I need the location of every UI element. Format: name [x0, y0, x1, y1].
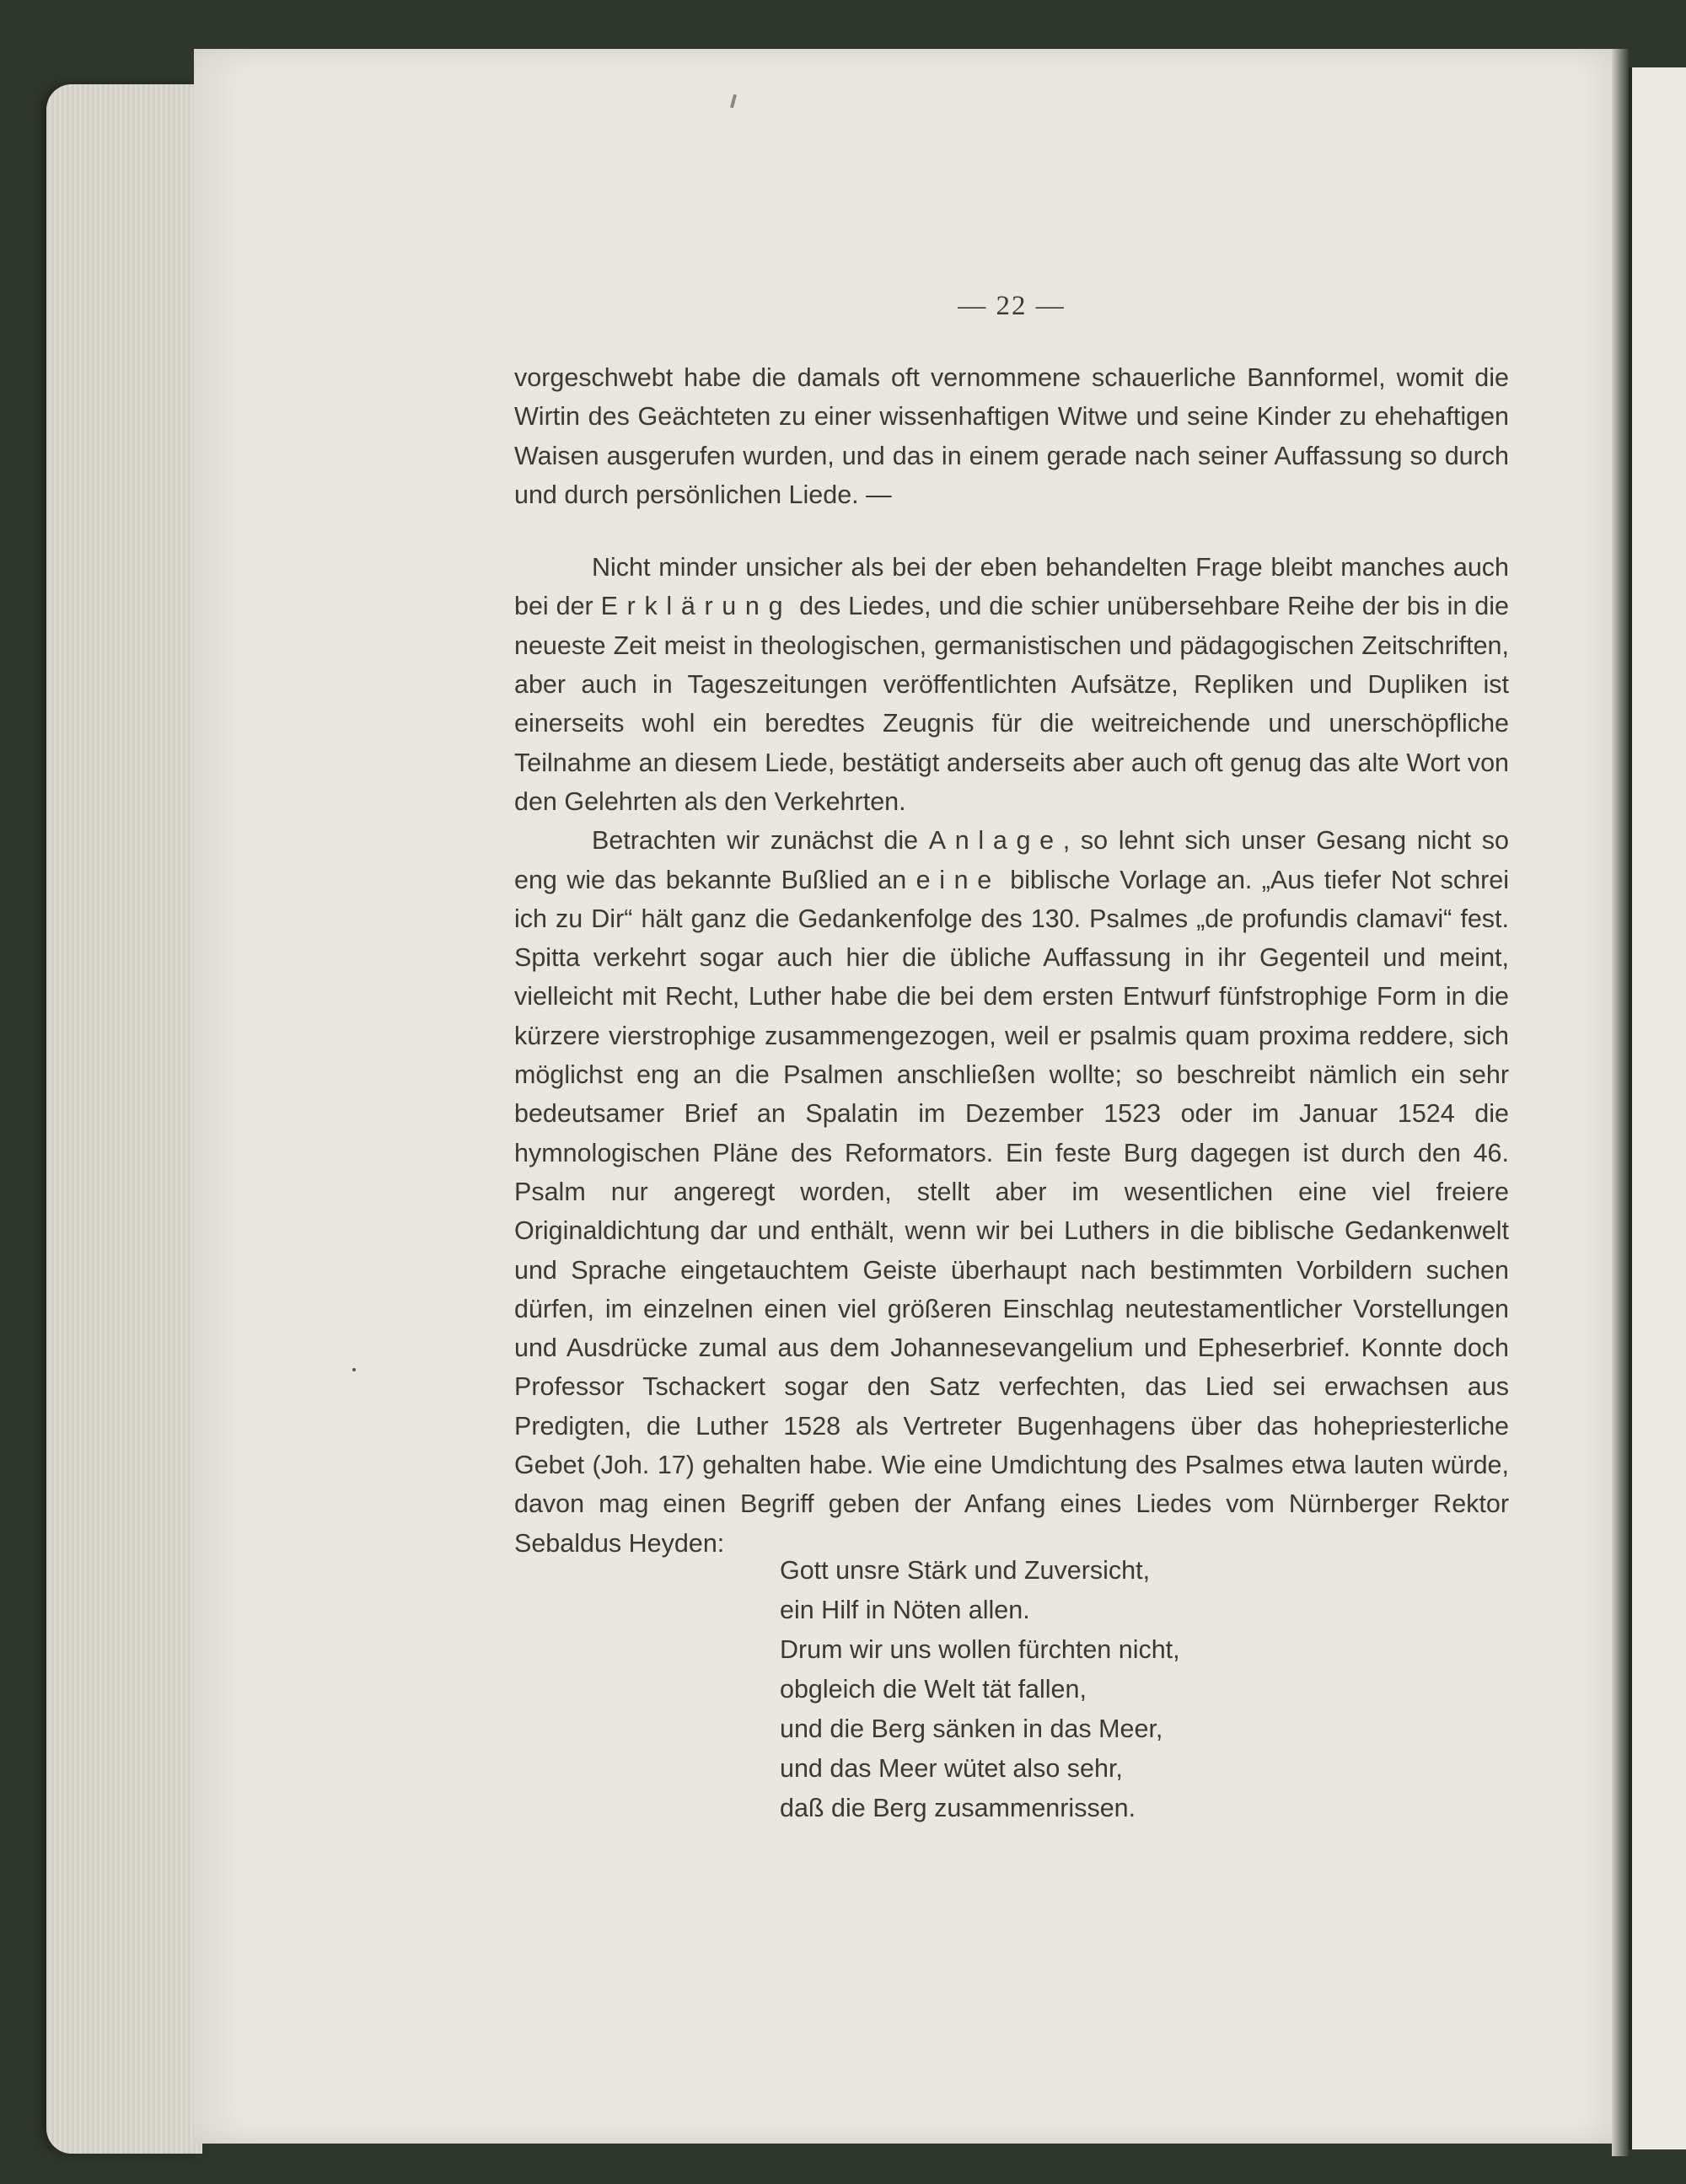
- paragraph-3-before: Betrachten wir zunächst die: [592, 826, 929, 856]
- body-text: [514, 358, 1509, 1563]
- poem-line: und die Berg sänken in das Meer,: [780, 1714, 1163, 1743]
- paragraph-2-before: Nicht minder unsicher als bei der eben behandelten Frage bleibt manches auch bei der: [514, 553, 1509, 621]
- poem-line: Drum wir uns wollen fürchten nicht,: [780, 1635, 1180, 1664]
- book-gutter: [1612, 49, 1629, 2156]
- poem-line: obgleich die Welt tät fallen,: [780, 1675, 1087, 1704]
- paragraph-1: vorgeschwebt habe die damals oft vernommene schauerliche Bannformel, womit die Wirtin des Geächteten zu einer wissenhaftigen Witwe und seine Kinder zu ehehaftigen Waisen ausgerufen wurden, und das in einem gerade nach seiner Auffassung so durch und durch persönlichen Liede. —: [514, 363, 1509, 509]
- paragraph-2: [514, 548, 1509, 821]
- poem-line: ein Hilf in Nöten allen.: [780, 1596, 1030, 1624]
- paragraph-3-middle: , so lehnt sich unser Gesang nicht so eng wie das bekannte Bußlied an: [514, 826, 1509, 894]
- page-number: — 22 —: [958, 291, 1066, 321]
- poem-line: daß die Berg zusammenrissen.: [780, 1794, 1136, 1822]
- page-edges: [46, 84, 202, 2154]
- quoted-poem: [780, 1551, 1370, 1828]
- emphasis-eine: eine: [915, 865, 1001, 894]
- page-speck: [352, 1368, 356, 1371]
- emphasis-anlage: Anlage: [928, 826, 1063, 856]
- facing-page: [1627, 67, 1686, 2149]
- paragraph-3: [514, 821, 1509, 1563]
- paragraph-3-after: biblische Vorlage an. „Aus tiefer Not schrei ich zu Dir“ hält ganz die Gedankenfolge des 130. Psalmes „de profundis clamavi“ fest. Spitta verkehrt sogar auch hier die übliche Auffassung in ihr Gegenteil und meint, vielleicht mit Recht, Luther habe die bei dem ersten Entwurf fünfstrophige Form in die kürzere vierstrophige zusammengezogen, weil er psalmis quam proxima reddere, sich möglichst eng an die Psalmen anschließen wollte; so beschreibt nämlich ein sehr bedeutsamer Brief an Spalatin im Dezember 1523 oder im Januar 1524 die hymnologischen Pläne des Reformators. Ein feste Burg dagegen ist durch den 46. Psalm nur angeregt worden, stellt aber im wesentlichen eine viel freiere Originaldichtung dar und enthält, wenn wir bei Luthers in die biblische Gedankenwelt und Sprache eingetauchtem Geiste überhaupt nach bestimmten Vorbildern suchen dürfen, im einzelnen einen viel größeren Einschlag neutestamentlicher Vorstellungen und Ausdrücke zumal aus dem Johannesevangelium und Epheserbrief. Konnte doch Professor Tschackert sogar den Satz verfechten, das Lied sei erwachsen aus Predigten, die Luther 1528 als Vertreter Bugenhagens über das hohepriesterliche Gebet (Joh. 17) gehalten habe. Wie eine Umdichtung des Psalmes etwa lauten würde, davon mag einen Begriff geben der Anfang eines Liedes vom Nürnberger Rektor Sebaldus Heyden:: [514, 865, 1509, 1558]
- poem-line: und das Meer wütet also sehr,: [780, 1754, 1123, 1783]
- emphasis-erklaerung: Erklärung: [600, 592, 792, 621]
- paragraph-gap: [514, 514, 1509, 548]
- poem-line: Gott unsre Stärk und Zuversicht,: [780, 1556, 1151, 1585]
- paragraph-2-after: des Liedes, und die schier unübersehbare Reihe der bis in die neueste Zeit meist in theologischen, germanistischen und pädagogischen Zeitschriften, aber auch in Tageszeitungen veröffentlichten Aufsätze, Repliken und Dupliken ist einerseits wohl ein beredtes Zeugnis für die weitreichende und unerschöpfliche Teilnahme an diesem Liede, bestätigt anderseits aber auch oft genug das alte Wort von den Gelehrten als den Verkehrten.: [514, 592, 1510, 816]
